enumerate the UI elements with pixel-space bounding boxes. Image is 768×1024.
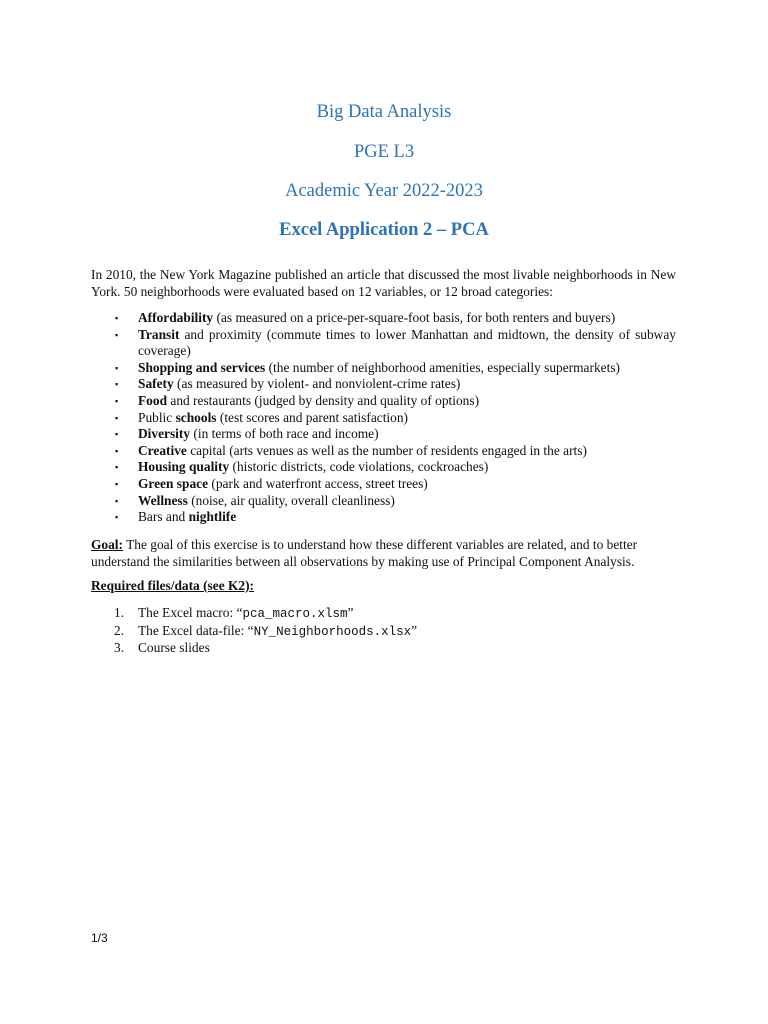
file-item xyxy=(91,605,676,623)
category-item xyxy=(91,393,676,410)
category-description: capital (arts venues as well as the number of residents engaged in the arts) xyxy=(186,442,587,458)
bullet-icon: ▪ xyxy=(115,362,119,373)
bullet-icon: ▪ xyxy=(115,395,119,406)
academic-year: Academic Year 2022-2023 xyxy=(285,181,483,201)
category-name: Housing quality xyxy=(138,459,230,475)
file-item xyxy=(91,640,676,658)
category-name: Food xyxy=(138,392,168,408)
category-item xyxy=(91,327,676,360)
category-description: (as measured on a price-per-square-foot basis, for both renters and buyers) xyxy=(213,310,616,325)
category-item xyxy=(91,376,676,393)
category-item xyxy=(91,509,676,526)
bullet-icon: ▪ xyxy=(115,445,119,456)
category-name: Affordability xyxy=(138,310,214,325)
category-item xyxy=(91,410,676,427)
program-title: PGE L3 xyxy=(353,142,415,162)
required-files-heading: Required files/data (see K2): xyxy=(91,578,255,593)
category-description: (park and waterfront access, street trees) xyxy=(208,475,428,491)
category-name: Diversity xyxy=(138,426,191,442)
file-name: NY_Neighborhoods.xlsx xyxy=(253,624,412,639)
category-prefix: Public xyxy=(138,409,176,425)
category-list xyxy=(91,310,676,526)
category-description: (test scores and parent satisfaction) xyxy=(216,409,409,425)
category-description: (historic districts, code violations, cockroaches) xyxy=(229,459,489,475)
file-item-close-quote: ” xyxy=(411,622,418,638)
category-description: and proximity (commute times to lower Manhattan and midtown, the density of subway coverage) xyxy=(138,326,676,359)
bullet-icon: ▪ xyxy=(115,412,119,423)
category-name: nightlife xyxy=(188,509,237,525)
bullet-icon: ▪ xyxy=(115,512,119,523)
category-description: (in terms of both race and income) xyxy=(190,426,379,442)
category-item xyxy=(91,476,676,493)
goal-text: The goal of this exercise is to understand how these different variables are related, and to better understand the similarities between all observations by making use of Principal Component Analysis. xyxy=(91,537,638,569)
bullet-icon: ▪ xyxy=(115,495,119,506)
category-item xyxy=(91,360,676,377)
file-item-number: 1. xyxy=(114,605,125,620)
assignment-title: Excel Application 2 – PCA xyxy=(279,220,489,240)
category-name: schools xyxy=(175,409,217,425)
category-item xyxy=(91,459,676,476)
file-item-close-quote: ” xyxy=(347,605,354,620)
file-item-text: The Excel macro: “ xyxy=(138,605,243,620)
bullet-icon: ▪ xyxy=(115,379,119,390)
file-item-text: The Excel data-file: “ xyxy=(138,622,254,638)
category-name: Transit xyxy=(138,326,180,342)
category-item xyxy=(91,443,676,460)
category-description: (noise, air quality, overall cleanliness) xyxy=(187,492,395,508)
category-name: Wellness xyxy=(138,492,188,508)
bullet-icon: ▪ xyxy=(115,313,119,323)
goal-label: Goal: xyxy=(91,537,123,552)
intro-paragraph: In 2010, the New York Magazine published an article that discussed the most livable neighborhoods in New York. 50 neighborhoods were evaluated based on 12 variables, or 12 broad categories: xyxy=(91,267,676,299)
category-name: Safety xyxy=(138,376,174,392)
bullet-icon: ▪ xyxy=(115,429,119,440)
required-files-list xyxy=(91,605,676,658)
file-item-text: Course slides xyxy=(138,640,210,656)
bullet-icon: ▪ xyxy=(115,478,119,489)
goal-paragraph xyxy=(91,537,676,570)
category-prefix: Bars and xyxy=(138,509,189,525)
bullet-icon: ▪ xyxy=(115,462,119,473)
category-description: and restaurants (judged by density and quality of options) xyxy=(167,392,480,408)
category-item xyxy=(91,493,676,510)
file-item xyxy=(91,623,676,641)
category-description: (as measured by violent- and nonviolent-crime rates) xyxy=(173,376,461,392)
file-item-number: 3. xyxy=(114,640,125,656)
category-name: Creative xyxy=(138,442,187,458)
course-title: Big Data Analysis xyxy=(316,102,452,122)
category-item xyxy=(91,426,676,443)
category-description: (the number of neighborhood amenities, especially supermarkets) xyxy=(265,359,620,375)
file-name: pca_macro.xlsm xyxy=(242,607,348,621)
category-name: Green space xyxy=(138,475,209,491)
category-item xyxy=(91,310,676,327)
file-item-number: 2. xyxy=(114,622,125,638)
bullet-icon: ▪ xyxy=(115,329,119,340)
category-name: Shopping and services xyxy=(138,359,266,375)
page-number: 1/3 xyxy=(91,931,108,945)
